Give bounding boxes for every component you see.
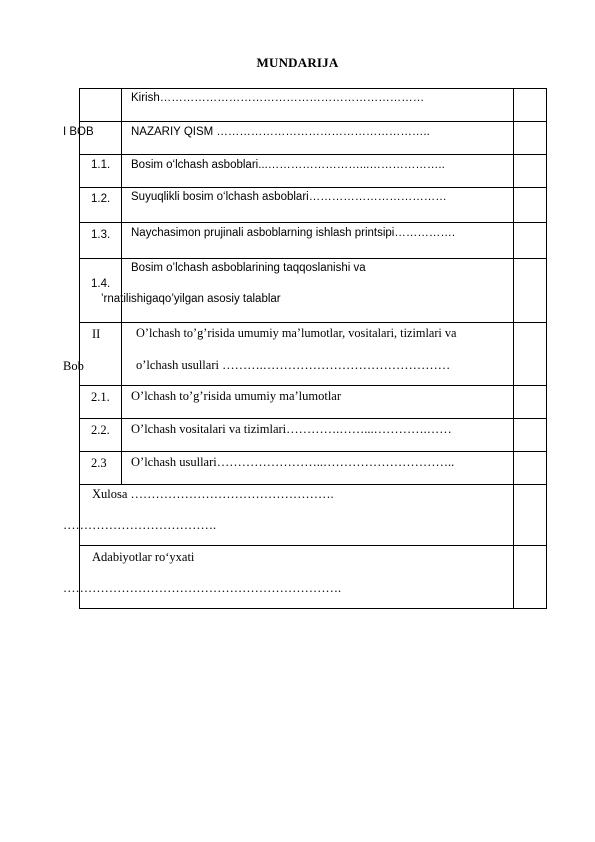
table-border-bottom xyxy=(79,608,547,609)
toc-entry: Naychasimon prujinali asboblarning ishlash printsipi……………. xyxy=(131,227,456,239)
toc-entry-line: O’lchash to’g’risida umumiy ma’lumotlar, vositalari, tizimlari va xyxy=(136,326,457,340)
toc-entry-dots: ………………………………. xyxy=(63,518,217,532)
toc-section-number: 1.3. xyxy=(91,229,111,241)
toc-section-number: 1.2. xyxy=(91,193,111,205)
table-row-divider xyxy=(79,451,547,452)
toc-entry: O’lchash to’g’risida umumiy ma’lumotlar xyxy=(131,389,342,403)
toc-section-number: 1.1. xyxy=(91,159,111,171)
table-row-divider xyxy=(79,484,547,485)
table-row-divider xyxy=(79,385,547,386)
table-row-divider xyxy=(79,121,547,122)
toc-entry: Bosim o‘lchash asboblari...……………………...……………….. xyxy=(131,159,445,171)
toc-entry-xulosa: Xulosa …………………………………………. xyxy=(92,487,334,501)
table-row-divider xyxy=(79,187,547,188)
page-title: MUNDARIJA xyxy=(256,55,339,70)
toc-chapter-label: Bob xyxy=(63,359,84,373)
toc-section-number: 2.3 xyxy=(91,456,107,470)
toc-entry-kirish: Kirish…………………………………………………………… xyxy=(131,92,425,104)
table-row-divider xyxy=(79,222,547,223)
toc-entry-nazariy-qism: NAZARIY QISM ……………………………………………….. xyxy=(131,126,430,138)
toc-chapter-number: II xyxy=(92,327,101,341)
table-row-divider xyxy=(79,154,547,155)
toc-entry: O’lchash vositalari va tizimlari………….……...………….…… xyxy=(131,422,452,436)
table-row-divider xyxy=(79,418,547,419)
table-row-divider xyxy=(79,88,547,89)
table-row-divider xyxy=(79,322,547,323)
toc-entry: Suyuqlikli bosim o‘lchash asboblari……………………………… xyxy=(131,191,447,203)
table-border-right xyxy=(546,88,547,609)
toc-entry-line: o’lchash usullari ……….……………………………………… xyxy=(136,358,451,372)
toc-chapter-number: I BOB xyxy=(63,126,94,138)
table-row-divider xyxy=(79,545,547,546)
toc-entry-line: Bosim o’lchash asboblarining taqqoslanishi va xyxy=(131,262,366,274)
toc-entry-line: ’rnatilishigaqo’yilgan asosiy talablar xyxy=(101,293,281,305)
toc-entry-adabiyotlar: Adabiyotlar ro‘yxati xyxy=(92,550,195,564)
table-row-divider xyxy=(79,258,547,259)
toc-entry-dots: …………………………………………………………. xyxy=(63,581,342,595)
toc-section-number: 1.4. xyxy=(91,278,111,290)
toc-section-number: 2.2. xyxy=(91,423,110,437)
toc-section-number: 2.1. xyxy=(91,390,110,404)
toc-entry: O’lchash usullari……………………..………………………….. xyxy=(131,455,455,469)
table-col-divider xyxy=(513,88,514,609)
table-col-divider xyxy=(121,88,122,484)
